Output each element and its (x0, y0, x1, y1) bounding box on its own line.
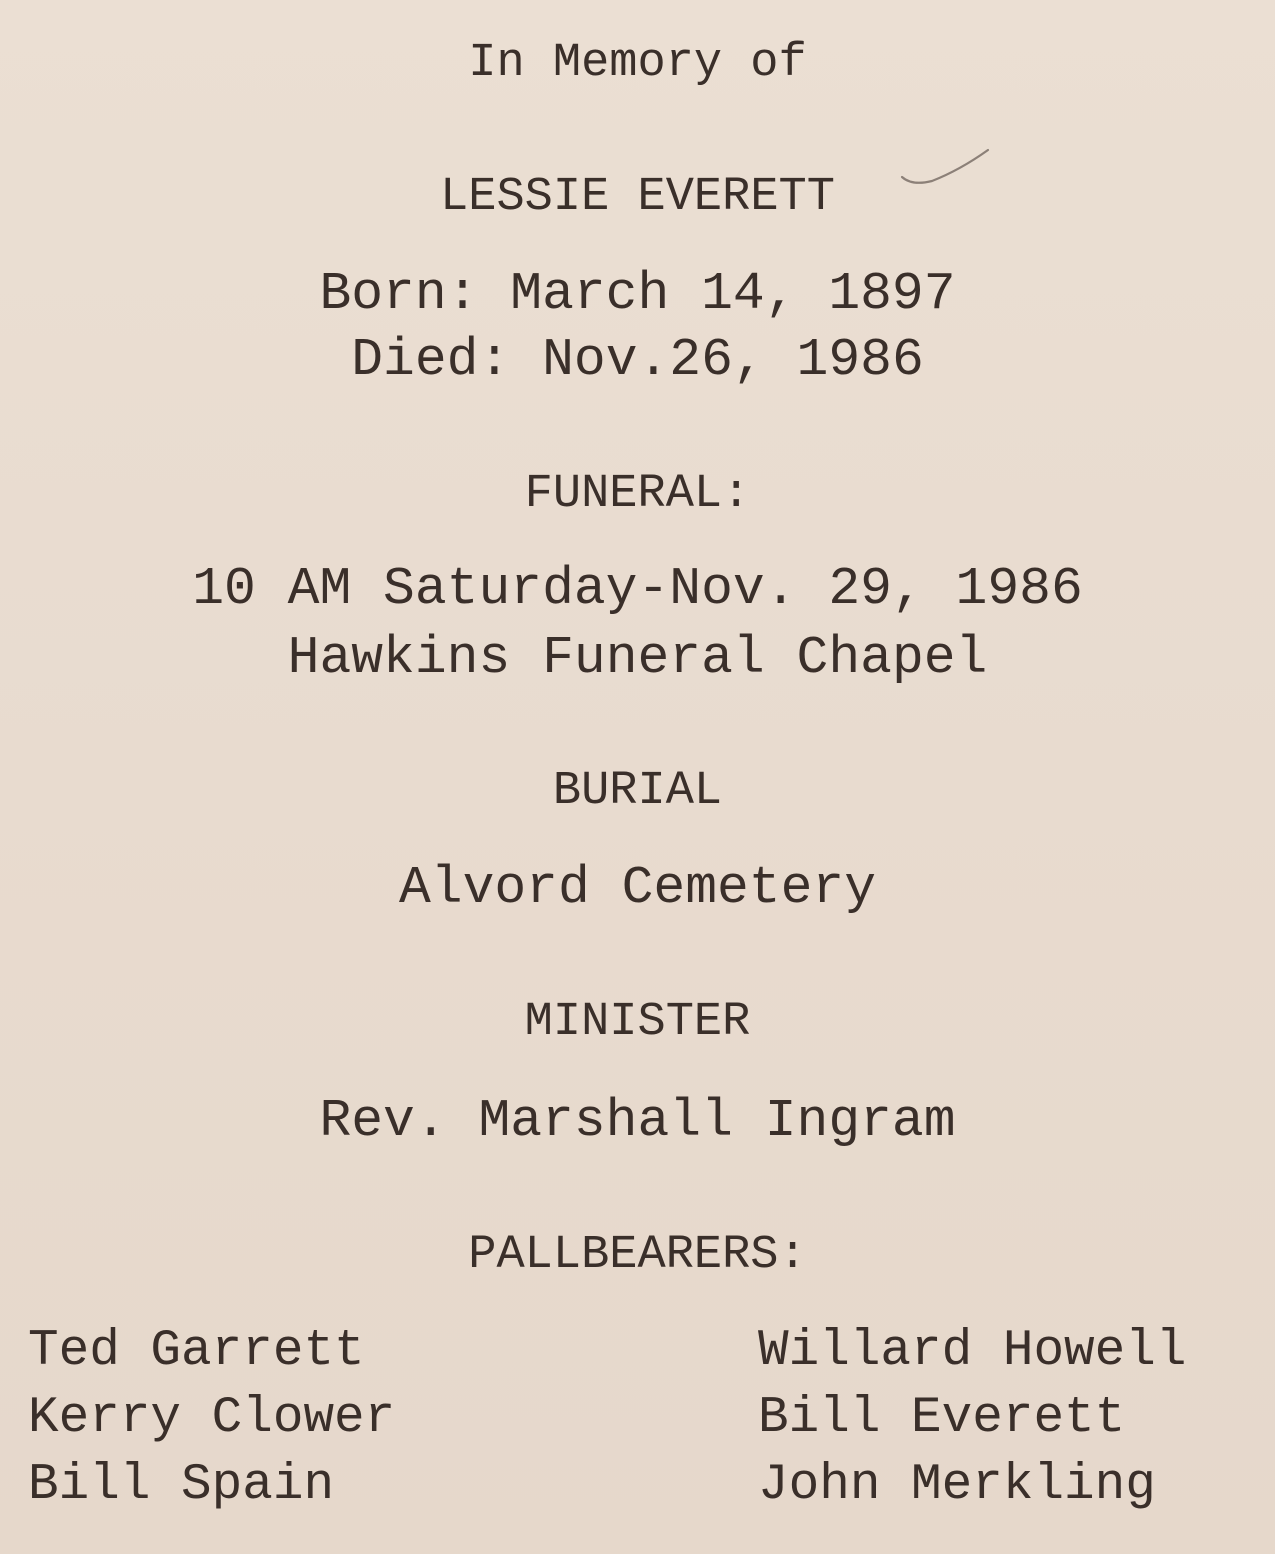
death-date: Died: Nov.26, 1986 (351, 330, 924, 390)
in-memory-heading: In Memory of (468, 37, 807, 90)
pallbearer-left-3: Bill Spain (28, 1457, 335, 1514)
funeral-datetime: 10 AM Saturday-Nov. 29, 1986 (192, 559, 1083, 619)
burial-location: Alvord Cemetery (398, 858, 877, 918)
pencil-checkmark-icon (898, 144, 998, 194)
burial-heading: BURIAL (552, 765, 723, 818)
minister-heading: MINISTER (524, 996, 751, 1049)
pallbearers-heading: PALLBEARERS: (468, 1229, 807, 1282)
funeral-location: Hawkins Funeral Chapel (287, 628, 988, 688)
birth-date: Born: March 14, 1897 (319, 264, 956, 324)
pallbearer-right-2: Bill Everett (758, 1390, 1126, 1447)
pallbearer-left-1: Ted Garrett (28, 1323, 365, 1380)
deceased-name: LESSIE EVERETT (440, 171, 835, 224)
minister-name: Rev. Marshall Ingram (319, 1091, 956, 1151)
pallbearer-left-2: Kerry Clower (28, 1390, 396, 1447)
pallbearer-right-3: John Merkling (758, 1457, 1156, 1514)
pallbearer-right-1: Willard Howell (758, 1323, 1187, 1380)
funeral-heading: FUNERAL: (524, 468, 751, 521)
